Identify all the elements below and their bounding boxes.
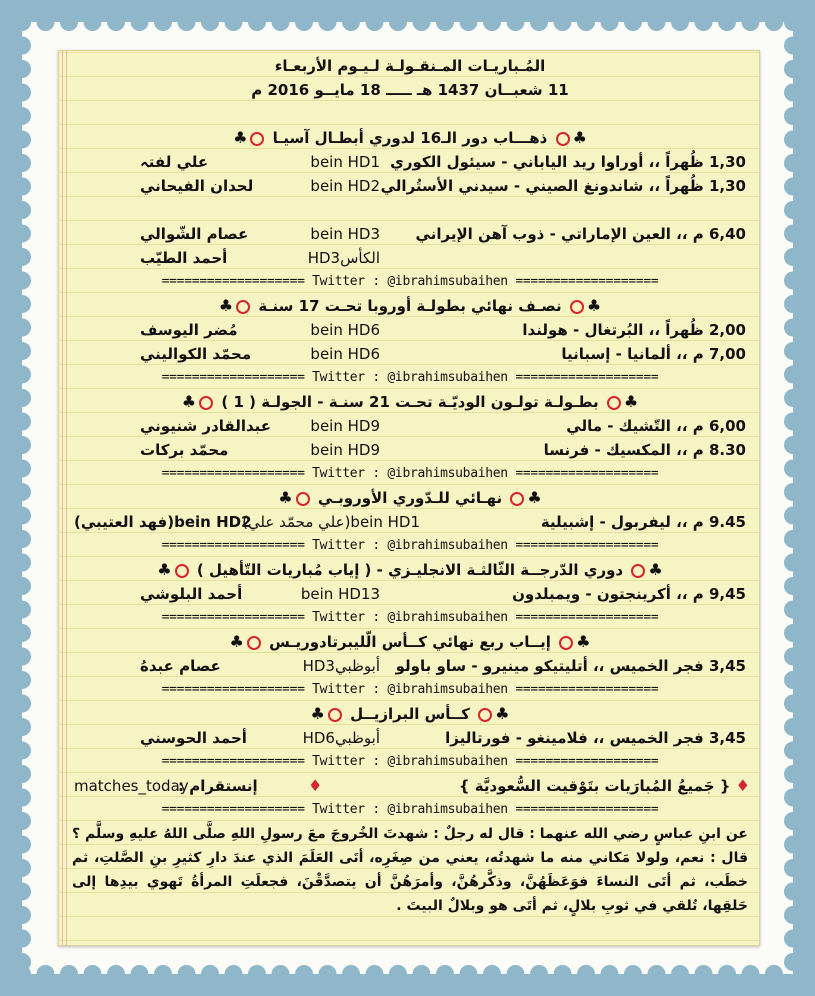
match-row — [70, 174, 750, 198]
match-row — [70, 246, 750, 270]
channel: bein HD6 — [310, 321, 380, 339]
match-time-teams: 8.30 م ،، المكسيك - فرنسا — [543, 441, 746, 459]
club-icon: ♣ — [233, 128, 248, 147]
channel: أبوظبيHD3 — [302, 657, 380, 675]
channel: bein HD6 — [310, 345, 380, 363]
commentator: عبدالقادر شنيوني — [140, 417, 272, 435]
ring-icon — [199, 396, 213, 410]
channel: bein HD9 — [310, 417, 380, 435]
channel: bein HD1(علي محمّد علي) — [242, 513, 420, 531]
separator: =================== Twitter : @ibrahimsubaihen =================== — [161, 274, 659, 289]
club-icon: ♣ — [229, 632, 244, 651]
club-icon: ♣ — [181, 392, 197, 411]
separator: =================== Twitter : @ibrahimsubaihen =================== — [161, 802, 659, 817]
channel: أبوظبيHD6 — [302, 729, 380, 747]
separator: =================== Twitter : @ibrahimsubaihen =================== — [161, 538, 659, 553]
section-title-text: إيــاب ربع نهائي كــأس الّليبرتادوريـس — [269, 633, 551, 651]
ring-icon — [247, 636, 261, 650]
section-title — [70, 630, 750, 654]
match-time-teams: 1,30 ظُهراً ،، شاندونغ الصيني - سيدني الأستُرالي — [380, 177, 746, 195]
match-time-teams: 2,00 ظُهراً ،، البُرتغال - هولندا — [522, 321, 746, 339]
match-row — [70, 414, 750, 438]
separator: =================== Twitter : @ibrahimsubaihen =================== — [161, 466, 659, 481]
commentator: مُضر اليوسف — [140, 321, 238, 339]
match-time-teams: 9,45 م ،، أكرينجتون - ويمبلدون — [512, 585, 746, 603]
match-row — [70, 726, 750, 750]
section-title-text: دوري الدّرجــة الثّالثـة الانجليـزي - ( إياب مُباريات التّأهيل ) — [196, 561, 624, 579]
separator: =================== Twitter : @ibrahimsubaihen =================== — [161, 610, 659, 625]
instagram-handle: matches_today — [74, 777, 189, 795]
sections — [70, 126, 750, 774]
match-row — [70, 150, 750, 174]
commentator: عصام الشّوالي — [140, 225, 249, 243]
match-row — [70, 582, 750, 606]
section-title-text: بطـولـة تولـون الوديّـة تحـت 21 سنـة - الجولـة ( 1 ) — [221, 393, 599, 411]
club-icon: ♣ — [527, 488, 542, 507]
ring-icon — [631, 564, 645, 578]
commentator: bein HD2(فهد العتيبي) — [74, 513, 252, 531]
section-title-text: نصـف نهائي بطولـة أوروبا تحـت 17 سنـة — [258, 297, 562, 315]
match-row — [70, 654, 750, 678]
match-time-teams: 7,00 م ،، ألمانيا - إسبانيا — [561, 345, 746, 363]
separator: =================== Twitter : @ibrahimsubaihen =================== — [161, 754, 659, 769]
ring-icon — [250, 132, 264, 146]
channel: bein HD1 — [310, 153, 380, 171]
match-row — [70, 318, 750, 342]
date-line: 11 شعبــان 1437 هـ ـــــ 18 مايــو 2016 م — [251, 81, 569, 99]
club-icon: ♣ — [576, 632, 591, 651]
channel: bein HD2 — [310, 177, 380, 195]
ring-icon — [175, 564, 189, 578]
diamond-icon: ♦ — [735, 776, 750, 795]
commentator: أحمد الطيّب — [140, 249, 228, 267]
club-icon: ♣ — [310, 704, 325, 723]
schedule-document — [70, 54, 750, 934]
spacer — [70, 102, 750, 126]
match-time-teams: 3,45 فجر الخميس ،، فلامينغو - فورتاليزا — [445, 729, 746, 747]
ring-icon — [328, 708, 342, 722]
page-title: المُـباريـات المـنقـولـة لـيـوم الأربعـاء — [274, 57, 546, 75]
section-title-text: ذهـــاب دور الـ16 لدوري أبطـال آسيـا — [272, 129, 548, 147]
ring-icon — [236, 300, 250, 314]
match-row — [70, 342, 750, 366]
commentator: لحدان الفيحاني — [140, 177, 254, 195]
section-title — [70, 558, 750, 582]
match-time-teams: 6,40 م ،، العين الإماراتي - ذوب آهن الإيراني — [415, 225, 746, 243]
ring-icon — [510, 492, 524, 506]
footer-note-text: { جَميعُ المُبارَيات بتَوْقيت السُّعوديَّة } — [458, 777, 731, 795]
hadith-text: عن ابنِ عباسٍ رضي الله عنهما : قال له رجلٌ : شهدتَ الخُروجَ معَ رسولِ اللهِ صلَّى اللهُ عليهِ وسلَّم ؟ قال : نعم، ولولا مَكاني منه ما شهدتُه، يعني من صِغَرِه، أتَى العَلَمَ الذي عندَ دارِ كثيرِ بنِ الصَّلتِ، ثم خطَب، ثم أتَى النساءَ فوَعَظَهُنَّ، وذكَّرهُنَّ، وأمرَهُنَّ أن يتصدَّقْنَ، فجعلَتِ المرأةُ تَهوي بيدِها إلى حَلقِها، تُلقي في ثوبِ بلالٍ، ثم أتَى هو وبلالٌ البيتَ . — [72, 826, 748, 914]
ring-icon — [478, 708, 492, 722]
section-title-text: نهـائي للـدّوري الأوروبـي — [317, 489, 503, 507]
ring-icon — [570, 300, 584, 314]
match-time-teams: 9.45 م ،، ليفربول - إشبيلية — [540, 513, 746, 531]
section-title — [70, 390, 750, 414]
section-title — [70, 486, 750, 510]
channel: bein HD3 — [310, 225, 380, 243]
match-row — [70, 222, 750, 246]
commentator: أحمد الحوسني — [140, 729, 247, 747]
footer-note — [70, 774, 750, 798]
commentator: علي لفتہ — [140, 153, 209, 171]
section-title — [70, 126, 750, 150]
club-icon: ♣ — [623, 392, 639, 411]
club-icon: ♣ — [157, 560, 172, 579]
section-title — [70, 294, 750, 318]
channel: bein HD13 — [300, 585, 380, 603]
section-title — [70, 702, 750, 726]
club-icon: ♣ — [648, 560, 663, 579]
club-icon: ♣ — [586, 296, 602, 315]
match-time-teams: 1,30 ظُهراً ،، أوراوا ريد الياباني - سيئول الكوري — [390, 153, 746, 171]
commentator: محمّد بركات — [140, 441, 229, 459]
channel: الكأسHD3 — [307, 249, 380, 267]
channel: bein HD9 — [310, 441, 380, 459]
ring-icon — [556, 132, 570, 146]
commentator: محمّد الكواليني — [140, 345, 252, 363]
separator: =================== Twitter : @ibrahimsubaihen =================== — [161, 682, 659, 697]
margin-line — [62, 50, 63, 946]
ring-icon — [296, 492, 310, 506]
ring-icon — [607, 396, 621, 410]
diamond-icon: ♦ — [308, 776, 323, 795]
match-row — [70, 438, 750, 462]
club-icon: ♣ — [572, 128, 587, 147]
match-row — [70, 510, 750, 534]
club-icon: ♣ — [495, 704, 510, 723]
club-icon: ♣ — [218, 296, 234, 315]
instagram-label: إنستقرام : — [178, 777, 258, 795]
match-time-teams: 3,45 فجر الخميس ،، أتليتيكو مينيرو - ساو باولو — [395, 657, 746, 675]
match-time-teams: 6,00 م ،، التّشيك - مالي — [566, 417, 746, 435]
separator: =================== Twitter : @ibrahimsubaihen =================== — [161, 370, 659, 385]
margin-line — [66, 50, 67, 946]
section-title-text: كــأس البرازيــل — [350, 705, 470, 723]
ring-icon — [559, 636, 573, 650]
commentator: أحمد البلوشي — [140, 585, 243, 603]
commentator: عصام عبدهُ — [140, 657, 221, 675]
club-icon: ♣ — [278, 488, 293, 507]
match-row — [70, 198, 750, 222]
